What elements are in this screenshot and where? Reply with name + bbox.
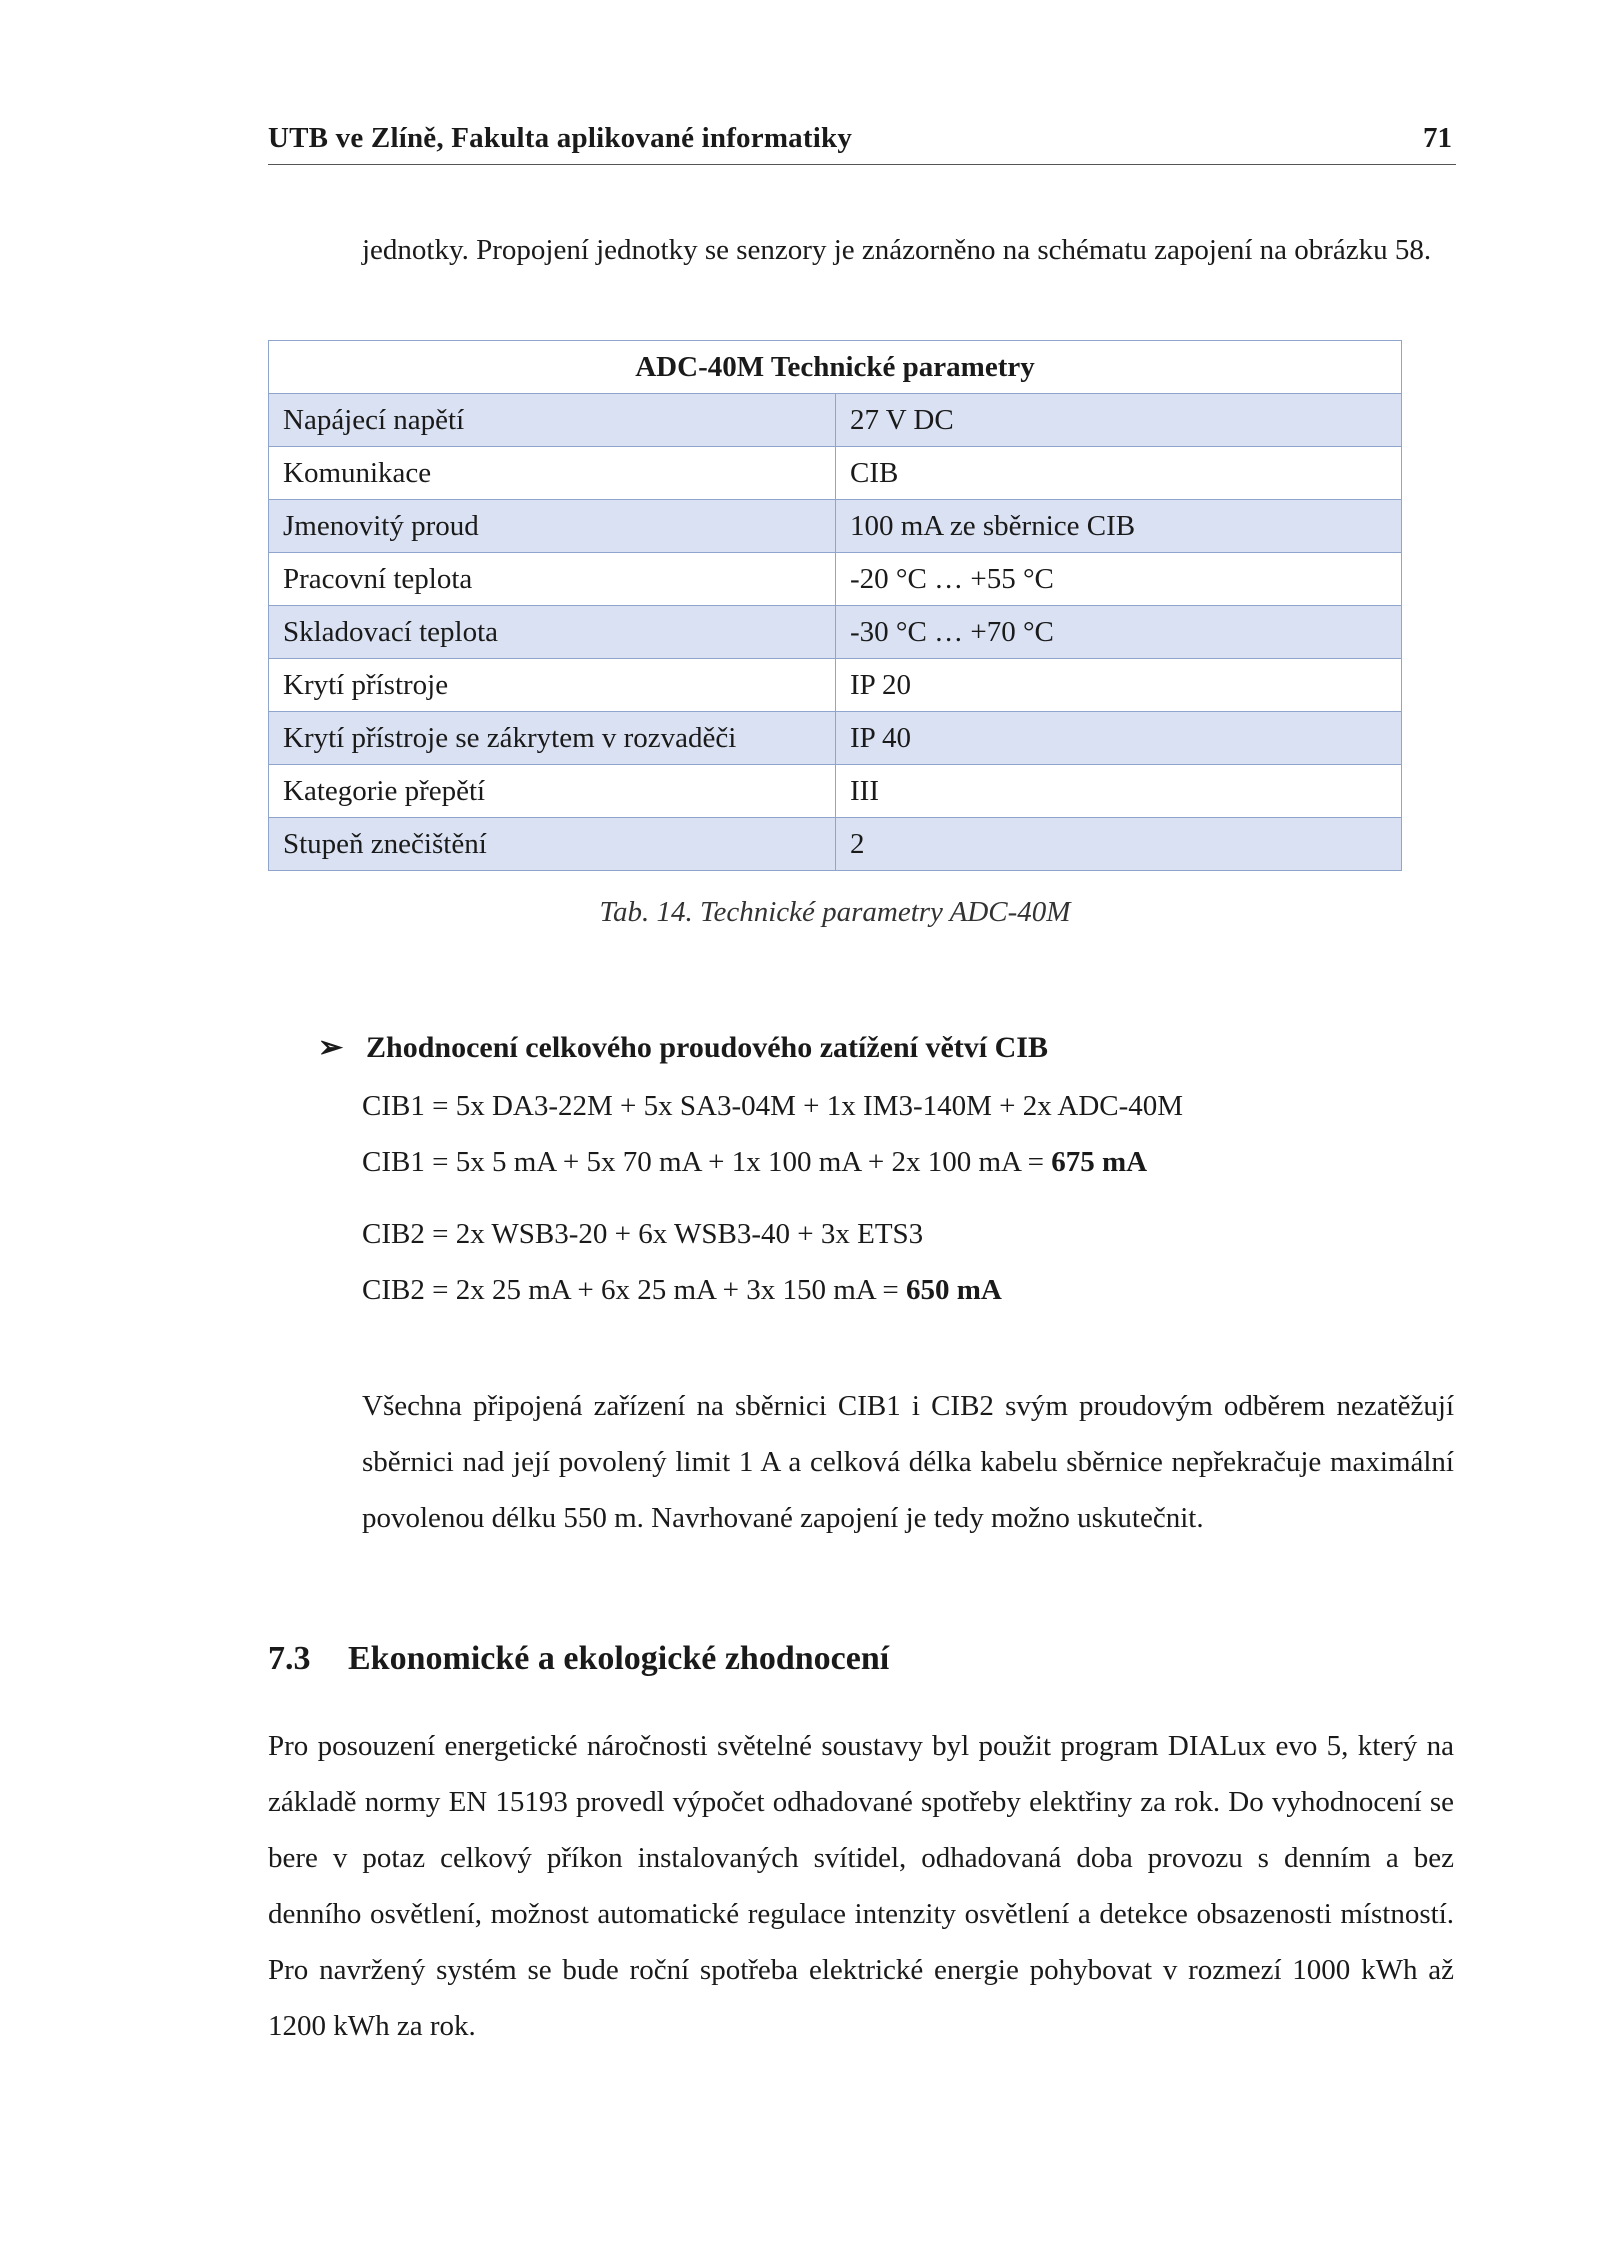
intro-paragraph: jednotky. Propojení jednotky se senzory je znázorněno na schématu zapojení na obrázku 58.	[362, 234, 1432, 266]
param-name: Skladovací teplota	[269, 606, 836, 659]
param-value: -30 °C … +70 °C	[836, 606, 1402, 659]
table-row	[269, 606, 1402, 659]
param-name: Komunikace	[269, 447, 836, 500]
parameters-table	[268, 340, 1402, 871]
table-row	[269, 765, 1402, 818]
cib1-calculation	[362, 1146, 1147, 1179]
param-name: Pracovní teplota	[269, 553, 836, 606]
param-name: Stupeň znečištění	[269, 818, 836, 871]
cib2-result: 650 mA	[905, 1274, 1002, 1306]
table-caption: Tab. 14. Technické parametry ADC-40M	[599, 896, 1071, 928]
cib1-result: 675 mA	[1051, 1146, 1148, 1178]
param-value: 100 mA ze sběrnice CIB	[836, 500, 1402, 553]
cib2-calculation-text: CIB2 = 2x 25 mA + 6x 25 mA + 3x 150 mA =	[362, 1274, 906, 1306]
table-row	[269, 553, 1402, 606]
param-value: 2	[836, 818, 1402, 871]
param-name: Jmenovitý proud	[269, 500, 836, 553]
param-value: IP 40	[836, 712, 1402, 765]
page-number: 71	[1423, 122, 1452, 154]
table-heading: ADC-40M Technické parametry	[269, 341, 1402, 394]
evaluation-heading-text: Zhodnocení celkového proudového zatížení větví CIB	[366, 1031, 1048, 1064]
table-row	[269, 447, 1402, 500]
param-name: Krytí přístroje se zákrytem v rozvaděči	[269, 712, 836, 765]
param-name: Napájecí napětí	[269, 394, 836, 447]
section-title: Ekonomické a ekologické zhodnocení	[348, 1640, 890, 1677]
param-name: Krytí přístroje	[269, 659, 836, 712]
cib2-calculation	[362, 1274, 1002, 1307]
body-paragraph: Pro posouzení energetické náročnosti světelné soustavy byl použit program DIALux evo 5, který na základě normy EN 15193 provedl výpočet odhadované spotřeby elektřiny za rok. Do vyhodnocení se bere v potaz celkový příkon instalovaných svítidel, odhadovaná doba provozu s denním a bez denního osvětlení, možnost automatické regulace intenzity osvětlení a detekce obsazenosti místností. Pro navržený systém se bude roční spotřeba elektrické energie pohybovat v rozmezí 1000 kWh až 1200 kWh za rok.	[268, 1730, 1454, 2042]
param-value: IP 20	[836, 659, 1402, 712]
table-row	[269, 394, 1402, 447]
section-heading	[268, 1640, 889, 1678]
table-row	[269, 712, 1402, 765]
param-value: -20 °C … +55 °C	[836, 553, 1402, 606]
section-number: 7.3	[268, 1640, 311, 1677]
cib1-calculation-text: CIB1 = 5x 5 mA + 5x 70 mA + 1x 100 mA + 2x 100 mA =	[362, 1146, 1052, 1178]
param-name: Kategorie přepětí	[269, 765, 836, 818]
page-header	[268, 120, 1456, 165]
evaluation-heading	[318, 1030, 1048, 1065]
table-row	[269, 500, 1402, 553]
table-row	[269, 659, 1402, 712]
summary-paragraph: Všechna připojená zařízení na sběrnici CIB1 i CIB2 svým proudovým odběrem nezatěžují sběrnici nad její povolený limit 1 A a celková délka kabelu sběrnice nepřekračuje maximální povolenou délku 550 m. Navrhované zapojení je tedy možno uskutečnit.	[362, 1390, 1454, 1534]
arrow-bullet-icon: ➢	[318, 1031, 344, 1064]
param-value: 27 V DC	[836, 394, 1402, 447]
cib2-formula: CIB2 = 2x WSB3-20 + 6x WSB3-40 + 3x ETS3	[362, 1218, 924, 1250]
param-value: CIB	[836, 447, 1402, 500]
cib1-formula: CIB1 = 5x DA3-22M + 5x SA3-04M + 1x IM3-140M + 2x ADC-40M	[362, 1090, 1184, 1122]
param-value: III	[836, 765, 1402, 818]
table-row	[269, 818, 1402, 871]
header-title: UTB ve Zlíně, Fakulta aplikované informatiky	[268, 122, 853, 154]
